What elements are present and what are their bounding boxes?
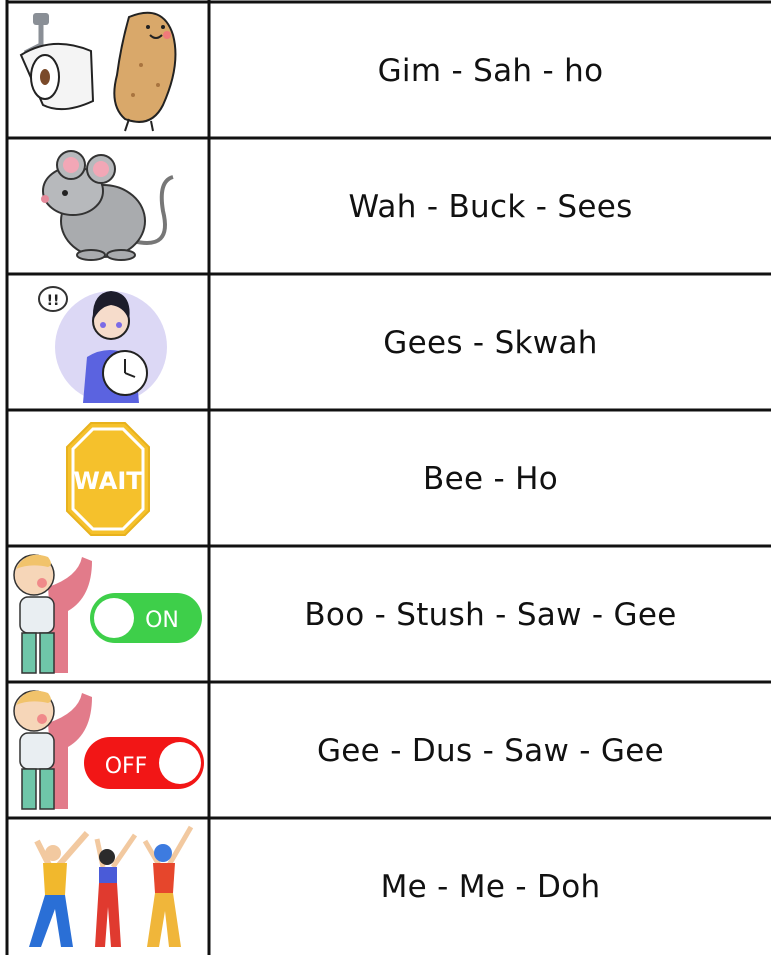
mouse-icon (8, 139, 208, 273)
phrase-text: Boo - Stush - Saw - Gee (304, 597, 677, 633)
svg-text:!!: !! (46, 293, 60, 309)
toilet-paper-and-potato-icon (8, 3, 208, 137)
toggle-off-text: OFF (104, 754, 148, 779)
phrase-text: Gee - Dus - Saw - Gee (316, 733, 664, 769)
boy-toggle-off-icon (8, 683, 208, 817)
toggle-on-text: ON (145, 608, 179, 633)
phrase-text: Bee - Ho (423, 461, 558, 497)
phrase-text: Me - Me - Doh (380, 869, 601, 905)
phrase-text: Gim - Sah - ho (377, 53, 604, 89)
wait-sign-text: WAIT (73, 467, 143, 495)
boy-toggle-on-icon (8, 547, 208, 681)
phrase-text: Gees - Skwah (383, 325, 598, 361)
dancers-icon (8, 819, 208, 953)
wait-sign-icon (8, 411, 208, 545)
phrase-text: Wah - Buck - Sees (348, 189, 633, 225)
woman-with-clock-icon (8, 275, 208, 409)
